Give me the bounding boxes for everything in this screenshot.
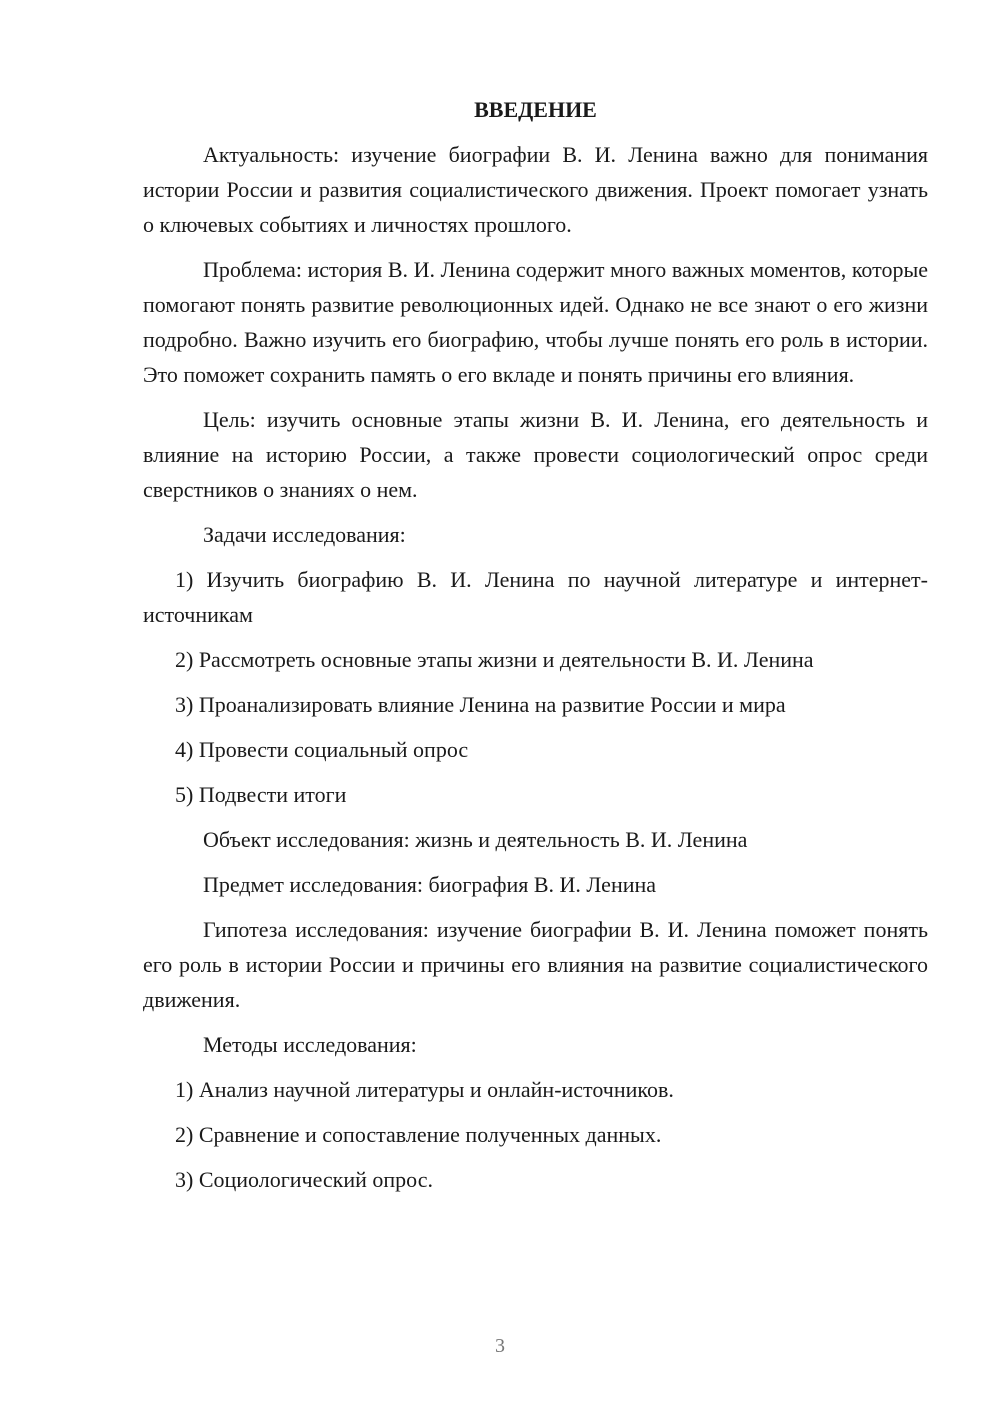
subject-line: Предмет исследования: биография В. И. Ленина [203, 872, 657, 897]
object-line: Объект исследования: жизнь и деятельность В. И. Ленина [203, 827, 748, 852]
method-item-3: 3) Социологический опрос. [175, 1167, 433, 1192]
task-item-1: 1) Изучить биографию В. И. Ленина по научной литературе и интернет-источникам [143, 567, 928, 627]
task-item-3: 3) Проанализировать влияние Ленина на развитие России и мира [175, 692, 786, 717]
problem-paragraph: Проблема: история В. И. Ленина содержит много важных моментов, которые помогают понять развитие революционных идей. Однако не все знают о его жизни подробно. Важно изучить его биографию, чтобы лучше понять его роль в истории. Это поможет сохранить память о его вкладе и понять причины его влияния. [143, 257, 928, 387]
page-number: 3 [495, 1335, 505, 1357]
relevance-paragraph: Актуальность: изучение биографии В. И. Ленина важно для понимания истории России и развития социалистического движения. Проект помогает узнать о ключевых событиях и личностях прошлого. [143, 142, 928, 237]
document-page [143, 92, 928, 1207]
method-item-2: 2) Сравнение и сопоставление полученных данных. [175, 1122, 662, 1147]
task-item-4: 4) Провести социальный опрос [175, 737, 469, 762]
methods-heading: Методы исследования: [203, 1032, 417, 1057]
page-title: ВВЕДЕНИЕ [474, 97, 597, 122]
goal-paragraph: Цель: изучить основные этапы жизни В. И. Ленина, его деятельность и влияние на историю России, а также провести социологический опрос среди сверстников о знаниях о нем. [143, 407, 928, 502]
task-item-5: 5) Подвести итоги [175, 782, 347, 807]
task-item-2: 2) Рассмотреть основные этапы жизни и деятельности В. И. Ленина [175, 647, 814, 672]
method-item-1: 1) Анализ научной литературы и онлайн-источников. [175, 1077, 674, 1102]
hypothesis-paragraph: Гипотеза исследования: изучение биографии В. И. Ленина поможет понять его роль в истории России и причины его влияния на развитие социалистического движения. [143, 917, 928, 1012]
tasks-heading: Задачи исследования: [203, 522, 406, 547]
